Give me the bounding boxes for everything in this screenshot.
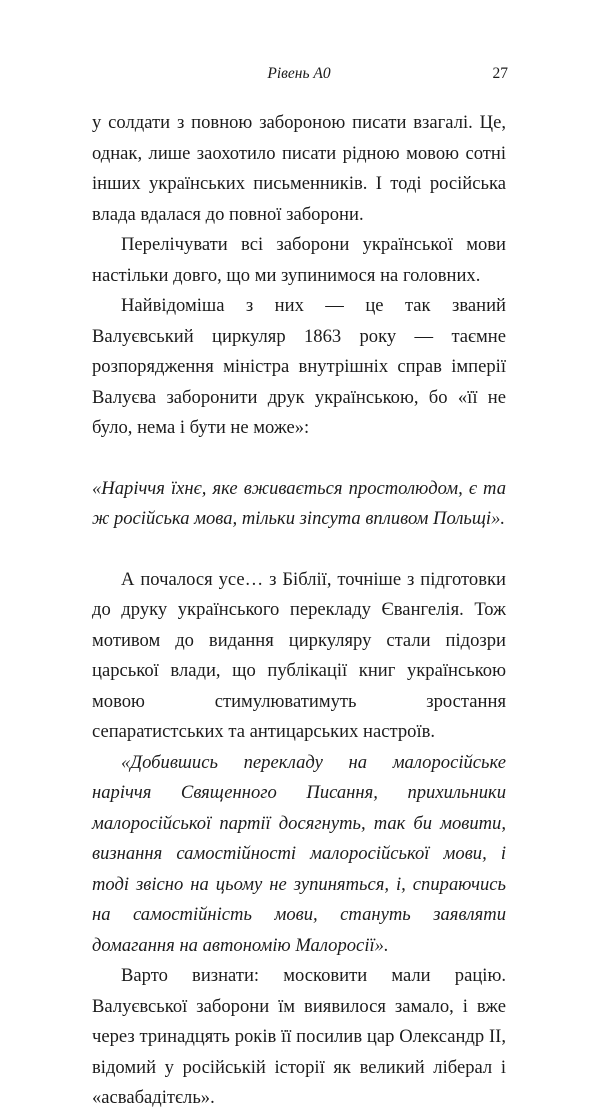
paragraph-conclusion: Варто визнати: московити мали рацію. Валуєвської заборони їм виявилося замало, і вже через тринадцять років її посилив цар Олександр II, відомий у російській історії як великий ліберал і «асвабадітєль». (92, 965, 506, 1108)
chapter-title: Рівень А0 (267, 65, 331, 82)
quote-scripture-translation: «Добившись перекладу на малоросійське наріччя Священного Писання, прихильники малоросійської партії досягнуть, так би мовити, визнання самостійності малоросійської мови, і тоді звісно на цьому не зупиняться, і, спираючись на самостійність мови, стануть заявляти домагання на автономію Малоросії». (92, 751, 506, 956)
page-number: 27 (492, 65, 508, 82)
paragraph-valuev-circular: Найвідоміша з них — це так званий Валуєвський циркуляр 1863 року — таємне розпорядження міністра внутрішніх справ імперії Валуєва заборонити друк українською, бо «її не було, нема і бути не може»: (92, 295, 506, 438)
paragraph-bible-origin: А почалося усе… з Біблії, точніше з підготовки до друку українського перекладу Євангелія. Тож мотивом до видання циркуляру стали підозри царської влади, що публікації книг українською мовою стимулюватимуть зростання сепаратистських та антицарських настроїв. (92, 568, 506, 742)
body-text (92, 108, 506, 1114)
paragraph-bans-intro: Перелічувати всі заборони української мови настільки довго, що ми зупинимося на головних. (92, 234, 506, 286)
running-header (90, 62, 508, 86)
paragraph-continuation: у солдати з повною забороною писати взагалі. Це, однак, лише заохотило писати рідною мовою сотні інших українських письменників. І тоді російська влада вдалася до повної заборони. (92, 112, 506, 225)
quote-valuev: «Наріччя їхнє, яке вживається простолюдом, є та ж російська мова, тільки зіпсута впливом Польщі». (92, 477, 506, 529)
